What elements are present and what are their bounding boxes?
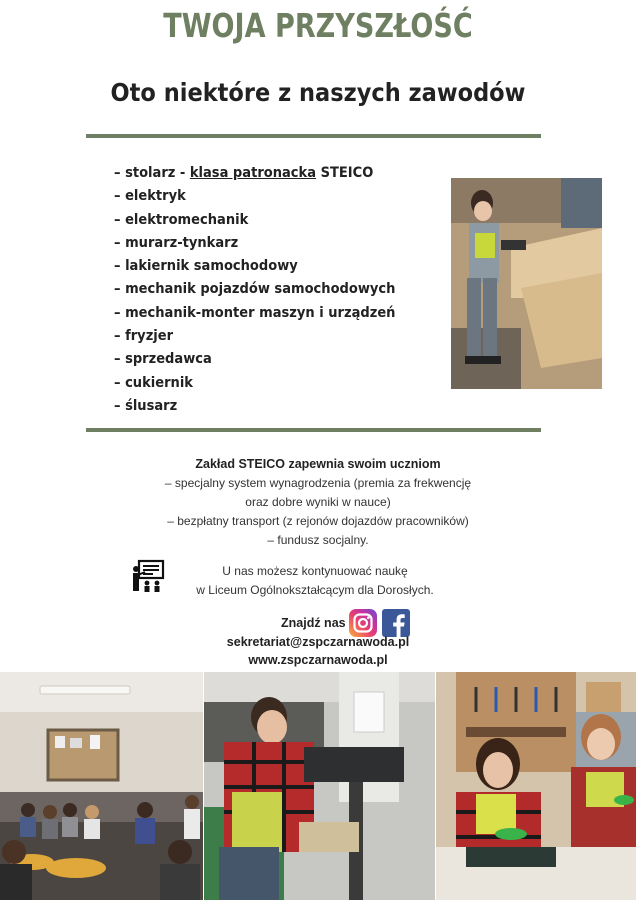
list-item: – elektryk [114, 188, 186, 205]
patron-class-label: klasa patronacka [189, 165, 317, 181]
drill-press-photo [204, 672, 435, 900]
find-us-label: Znajdź nas [281, 616, 346, 630]
steico-info [0, 455, 636, 550]
website-link[interactable]: www.zspczarnawoda.pl [248, 653, 388, 667]
steico-line: oraz dobre wyniki w nauce) [245, 495, 391, 509]
workshop-photo [451, 178, 602, 389]
professions-list [114, 162, 427, 418]
divider-bottom [86, 428, 541, 432]
steico-line: – specjalny system wynagrodzenia (premia za frekwencję [164, 476, 472, 490]
page-title: TWOJA PRZYSZŁOŚĆ [163, 6, 473, 45]
woodwork-photo [436, 672, 636, 900]
list-item: – elektromechanik [114, 211, 249, 228]
list-item: – lakiernik samochodowy [114, 258, 298, 275]
steico-line: – fundusz socjalny. [267, 533, 369, 547]
liceum-info: U nas możesz kontynuować naukę w Liceum Ogólnokształcącym dla Dorosłych. [196, 564, 434, 597]
list-item: – fryzjer [114, 328, 174, 345]
list-item: – murarz-tynkarz [114, 234, 239, 251]
list-item: – sprzedawca [114, 351, 212, 368]
students-lounge-photo [0, 672, 203, 900]
list-item: – mechanik-monter maszyn i urządzeń [114, 304, 396, 321]
school-icon [131, 559, 165, 593]
list-item: – mechanik pojazdów samochodowych [114, 281, 396, 298]
steico-line: – bezpłatny transport (z rejonów dojazdów pracowników) [167, 514, 469, 528]
list-item: – stolarz - klasa patronacka STEICO [114, 165, 374, 181]
list-item: – cukiernik [114, 374, 193, 391]
email-link[interactable]: sekretariat@zspczarnawoda.pl [226, 635, 410, 649]
divider-top [86, 134, 541, 138]
workshop-photo-art [451, 178, 602, 389]
list-item: – ślusarz [114, 397, 178, 414]
page-subtitle: Oto niektóre z naszych zawodów [110, 78, 526, 107]
steico-heading: Zakład STEICO zapewnia swoim uczniom [195, 457, 441, 471]
